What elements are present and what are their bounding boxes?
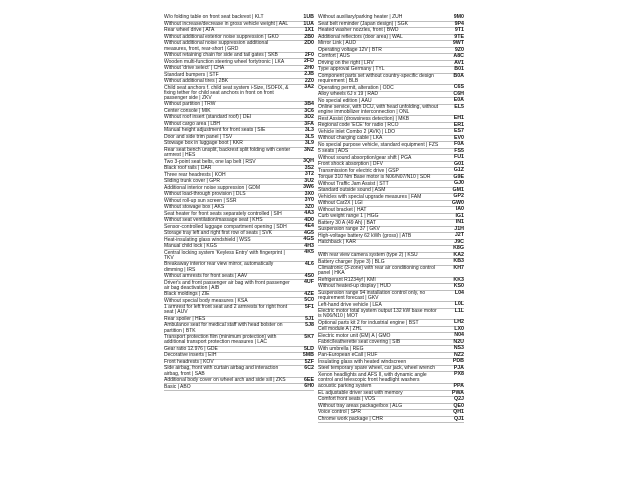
option-code: 4L6 <box>304 261 314 268</box>
option-code: KB3 <box>453 258 464 265</box>
equipment-description: Hatchback | KAR <box>318 239 356 246</box>
equipment-entry <box>164 85 314 102</box>
equipment-description: Without increase/decrease in gross vehicle weight | AAL <box>164 20 289 27</box>
equipment-description: Without tray areas package/box | ALG <box>318 402 403 409</box>
option-code: 6H0 <box>304 383 314 390</box>
option-code: 3C6 <box>304 107 314 114</box>
equipment-description: Rear wheel drive | ATA <box>164 27 215 34</box>
equipment-description: Central locking system 'Keyless Entry' with fingerprint | TKV <box>164 249 285 261</box>
option-code: N2U <box>453 338 464 345</box>
option-code: PJA <box>453 364 464 371</box>
equipment-description: Without bracket | HAT <box>318 206 367 213</box>
option-code: 5C0 <box>304 297 314 304</box>
equipment-description: Additional interior noise suppression | GDM <box>164 184 261 191</box>
option-code: 3X0 <box>304 190 314 197</box>
equipment-entry <box>164 384 314 391</box>
option-code: B0A <box>453 72 464 79</box>
option-code: 6C2 <box>304 365 314 372</box>
option-code: 4GS <box>303 236 314 243</box>
option-code: 3NZ <box>303 146 314 153</box>
option-code: 4UF <box>303 279 314 286</box>
equipment-description: Vehicle inlet Combo 2 (AVK) | LDO <box>318 128 396 135</box>
equipment-description: Torque 310 Nm Base motor is N06/N07/N10 | SDR <box>318 174 431 181</box>
option-code: 1X1 <box>304 27 314 33</box>
equipment-description: Battery charger (type 3) | BLG <box>318 258 385 265</box>
option-code: 2JB <box>304 71 314 78</box>
option-code: 1UB <box>303 14 314 20</box>
option-code: KA2 <box>453 251 464 258</box>
equipment-description: Rear seat bench unsplit, backrest split folding with center armrest | HES <box>164 146 291 159</box>
option-code: 3D2 <box>304 114 314 121</box>
option-code: AV1 <box>454 59 464 66</box>
option-code: 3A2 <box>304 84 314 91</box>
option-code: 5J8 <box>305 322 314 329</box>
equipment-description: Pan-European eCall | RUF <box>318 352 378 359</box>
option-code: 2Z0 <box>304 77 314 84</box>
option-code: IN1 <box>455 219 464 226</box>
option-code: EV0 <box>453 134 464 141</box>
option-code: 4D0 <box>304 216 314 223</box>
equipment-description: Breakaway interior rear view mirror, automatically dimming | IRS <box>164 261 274 273</box>
option-code: EL5 <box>454 103 464 110</box>
equipment-description: Without seat ventilation/massage seat | KHS <box>164 217 263 224</box>
equipment-description: Curb weight range 1 | HGG <box>318 213 379 220</box>
option-code: E0A <box>453 97 464 104</box>
option-code: 2B0 <box>304 33 314 40</box>
option-code: PPA <box>453 383 464 390</box>
equipment-entry <box>164 280 314 292</box>
option-code: PX8 <box>453 371 464 378</box>
option-code: KH7 <box>453 264 464 271</box>
option-code: 4A3 <box>304 210 314 217</box>
option-code: L0L <box>454 301 464 308</box>
equipment-description: Transport protection film (minimum protection) with additional transport protection measures | LAC <box>164 334 277 346</box>
equipment-description: Without Car2X | LGI <box>318 200 363 207</box>
option-code: 3FA <box>304 120 314 127</box>
option-code: K8G <box>453 245 464 252</box>
equipment-description: Without Traffic Jam Assist | STT <box>318 180 389 187</box>
option-code: 5J1 <box>305 315 314 322</box>
equipment-description: Suspension range 94 installation control only, no requirement forecast | GKV <box>318 289 426 302</box>
equipment-description: Regional code 'ECE' for radio | RCO <box>318 122 399 129</box>
option-code: C6S <box>453 84 464 91</box>
equipment-description: Side airbag, front with curtain airbag and interaction airbag, front | SAB <box>164 365 279 377</box>
equipment-entry <box>318 291 464 303</box>
equipment-description: Rest Assist (drowsiness detection) | MKB <box>318 115 410 122</box>
option-code: GJ0 <box>453 180 464 187</box>
equipment-description: Transmission for electric drive | GSP <box>318 167 399 174</box>
equipment-entry <box>318 266 464 278</box>
option-code: QJ1 <box>453 415 464 422</box>
option-code: 4ZE <box>304 290 314 297</box>
option-code: A8C <box>453 53 464 59</box>
option-code: J2T <box>454 232 464 239</box>
equipment-description: Type approval Germany | TYL <box>318 66 385 73</box>
equipment-description: Wooden multi-function steering wheel fortytronic | LKA <box>164 58 285 65</box>
option-code: 4K5 <box>304 249 314 256</box>
equipment-description: Black roof rails | DAR <box>164 165 212 172</box>
option-code: GW0 <box>451 199 464 206</box>
equipment-entry <box>164 41 314 53</box>
option-code: IG1 <box>455 212 464 219</box>
equipment-description: Optional parts kit 2 for industrial engine | BST <box>318 319 419 326</box>
equipment-entry <box>164 305 314 317</box>
equipment-description: Child seat anchors f. child seat system i-Size, ISOFIX, & fixing tether for child seat anchors in front on front passenger side | ZKV <box>164 84 289 101</box>
option-code: 3W6 <box>303 184 314 191</box>
option-code: L1L <box>454 307 464 314</box>
option-code: 2D0 <box>304 40 314 46</box>
equipment-description: With rear view camera system (type 2) | KSU <box>318 252 418 259</box>
equipment-description: Three rear headrests | KOH <box>164 171 226 178</box>
equipment-description: Alloy wheels 6J x 19 | RAD <box>318 91 378 97</box>
equipment-description: Standard outside sound | ASM <box>318 187 386 194</box>
option-code: IA0 <box>455 206 464 213</box>
equipment-description: Without additional noise suppression additional measures, front, rear-short | GRD <box>164 40 269 52</box>
equipment-description: Vehicles with special upgrade measures | FAM <box>318 193 422 200</box>
equipment-description: Insulating glass with heated windscreen <box>318 358 407 365</box>
equipment-description: Online service, with DCU, with head unfolding, without engine immobilizer interconnection | ONL <box>318 104 439 116</box>
option-code: 5K7 <box>304 333 314 340</box>
equipment-description: Door and side trim panel | TSV <box>164 133 233 140</box>
equipment-description: Fabric/leatherette seat covering | SIB <box>318 339 401 346</box>
option-code: LH2 <box>453 319 464 326</box>
option-code: 5LD <box>303 345 314 352</box>
equipment-description: Without additional exterior noise suppression | GKO <box>164 33 279 40</box>
equipment-description: Electric motor unit (EM) A | GMO <box>318 332 391 339</box>
equipment-description: Without 'drive select' | CHA <box>164 65 225 71</box>
equipment-description: No special edition | AAU <box>318 97 372 104</box>
equipment-description: Cell module A | ZHL <box>318 326 363 333</box>
equipment-description: Without retaining chain for side and tail gates | SKB <box>164 52 278 58</box>
equipment-description: Seat belt reminder (Japan design) | SGK <box>318 20 408 27</box>
equipment-description: Without load-through provision | DLS <box>164 191 246 198</box>
equipment-description: Stowage box in luggage boot | KKR <box>164 140 243 147</box>
equipment-entry <box>164 366 314 378</box>
option-code: QH1 <box>453 409 464 416</box>
equipment-description: acoustic parking system <box>318 383 372 390</box>
equipment-entry <box>318 105 464 117</box>
option-code: 9M0 <box>453 14 464 20</box>
option-code: 3U2 <box>304 177 314 184</box>
option-code: PWA <box>451 389 464 396</box>
option-code: 4G5 <box>303 229 314 236</box>
equipment-list-left <box>164 15 314 391</box>
option-code: 3L9 <box>304 140 314 147</box>
option-code: 3Y0 <box>304 197 314 204</box>
equipment-description: Steel temporary spare wheel, car jack, wheel wrench <box>318 365 435 372</box>
equipment-description: Battery 30 A (49 Ah) | BAT <box>318 219 376 226</box>
option-code: 1UA <box>303 20 314 27</box>
equipment-entry <box>164 250 314 262</box>
option-code: 3B4 <box>304 101 314 108</box>
equipment-description: Without sound absorption/gear shift | PGA <box>318 154 412 161</box>
equipment-entry <box>164 148 314 160</box>
equipment-entry <box>164 323 314 335</box>
equipment-description: Climatronic (3-zone) with rear air conditioning control panel | HKA <box>318 265 435 277</box>
equipment-description: High-voltage battery 62 kWh (gross) | ATB <box>318 232 412 239</box>
equipment-entry <box>318 74 464 86</box>
equipment-description: Voice control | SPR <box>318 409 361 416</box>
equipment-description: Front shock absorption | DFV <box>318 161 383 168</box>
equipment-description: Chrome work package | CHR <box>318 415 383 422</box>
equipment-list-right <box>318 15 464 423</box>
equipment-description: Without cargo area | LBH <box>164 120 221 127</box>
option-code: 3L3 <box>304 127 314 134</box>
option-code: QE0 <box>453 402 464 409</box>
equipment-description: Operating voltage 12V | BTR <box>318 46 382 53</box>
option-code: J1H <box>454 225 464 232</box>
option-code: G01 <box>453 160 464 167</box>
equipment-entry <box>318 309 464 321</box>
option-code: 6EE <box>303 376 314 383</box>
option-code: 9P4 <box>454 20 464 27</box>
option-code: G9E <box>453 173 464 180</box>
equipment-description: 5 seats | ADS <box>318 148 349 155</box>
option-code: N04 <box>454 332 464 339</box>
equipment-description: Without roll-up sun screen | SSR <box>164 197 237 204</box>
equipment-description: Manual child lock | KGS <box>164 243 217 250</box>
equipment-description: Comfort | AUS <box>318 53 350 60</box>
option-code: GP2 <box>453 193 464 200</box>
option-code: 3T2 <box>304 171 314 178</box>
option-code: NZ2 <box>453 351 464 358</box>
equipment-description: Without special body measures | KSA <box>164 297 248 304</box>
equipment-entry <box>164 262 314 274</box>
equipment-description: No special purpose vehicle, standard equipment | FZS <box>318 141 439 148</box>
option-code: 2F0 <box>304 51 314 58</box>
option-code: B01 <box>454 66 464 72</box>
option-code: GM1 <box>452 186 464 193</box>
option-code: 3L5 <box>304 133 314 140</box>
equipment-description: Left-hand drive vehicle | LEA <box>318 301 382 308</box>
equipment-description: Suspension range 37 | GKV <box>318 226 380 233</box>
option-code: 9Z0 <box>454 46 464 53</box>
option-code: 5F1 <box>304 303 314 310</box>
option-code: LX0 <box>454 325 464 332</box>
equipment-description: Additional reflectors (door area) | WAL <box>318 33 403 40</box>
equipment-description: Storage tray left and right first row of seats | SVK <box>164 230 273 237</box>
equipment-description: Manual height adjustment for front seats | SIE <box>164 127 266 134</box>
equipment-description: Refrigerant R1234yf | KMI <box>318 276 376 283</box>
equipment-description: Electric motor total system output 132 kW base motor is N06/N10 | MOT <box>318 308 437 320</box>
option-code: 3S2 <box>304 164 314 171</box>
option-code: 3QH <box>303 158 314 165</box>
option-code: FU1 <box>453 154 464 161</box>
option-code: 2FD <box>303 58 314 65</box>
equipment-description: EL adjustable driver seat with memory <box>318 389 403 396</box>
equipment-description: Without partition | TRW <box>164 101 216 108</box>
equipment-description: Front headrests | KOV <box>164 358 214 365</box>
option-code: NS3 <box>453 345 464 352</box>
option-code: 9TE <box>454 33 464 40</box>
option-code: 9WT <box>452 40 464 46</box>
equipment-entry <box>318 372 464 384</box>
option-code: ES7 <box>453 128 464 135</box>
equipment-description: Operating permit, alteration | ODC <box>318 84 394 91</box>
equipment-description: Heated washer nozzles, front | BWD <box>318 27 399 34</box>
option-code: C6H <box>453 90 464 97</box>
equipment-description: Heat-insulating glass windshield | WSS <box>164 236 251 243</box>
option-code: PDB <box>452 358 464 365</box>
equipment-description: With umbrella | REG <box>318 345 364 352</box>
equipment-description: Without stowage box | AKS <box>164 204 225 211</box>
equipment-description: Without armrests for front seats | AAV <box>164 273 248 280</box>
equipment-description: Sensor-controlled luggage compartment opening | SDH <box>164 223 287 230</box>
option-code: 5ZF <box>304 358 314 365</box>
option-code: 4S0 <box>304 272 314 279</box>
equipment-description: Without additional tires | 2BK <box>164 78 229 84</box>
option-code: Q2J <box>453 396 464 403</box>
option-code: ER1 <box>453 121 464 128</box>
equipment-description: Additional body cover on wheel arch and side sill | ZKS <box>164 377 286 384</box>
equipment-description: Driver's and front passenger air bag with front passenger air bag deactivation | AIB <box>164 279 290 291</box>
option-code: 4E4 <box>304 223 314 230</box>
option-code: J9C <box>454 238 464 245</box>
equipment-description: Two 3-point seat belts, one lap belt | RSV <box>164 158 256 165</box>
equipment-description: Ambulance seat for medical staff with head bolster on partition | BTK <box>164 322 283 334</box>
equipment-entry <box>164 335 314 347</box>
equipment-description: Center console | MIK <box>164 107 211 114</box>
option-code: FS5 <box>454 147 464 154</box>
option-code: F0A <box>453 141 464 148</box>
equipment-description: Sliding trunk cover | GPR <box>164 178 221 185</box>
option-code: L04 <box>454 289 464 296</box>
equipment-description: Driving on the right | LRV <box>318 59 374 66</box>
option-code: 2H0 <box>304 64 314 71</box>
equipment-description: Standard bumpers | STF <box>164 71 219 78</box>
equipment-description: Xenon headlights and AFS II, with dynamic angle control and telescopic front headlight washers <box>318 371 427 383</box>
equipment-description: Comfort front seats | VOS <box>318 396 376 403</box>
option-code: KS0 <box>453 283 464 290</box>
option-code: 9T1 <box>454 27 464 33</box>
equipment-description: Black moldings | ZIE <box>164 291 210 298</box>
equipment-entry <box>318 417 464 424</box>
equipment-description: Rear spoiler | HES <box>164 315 206 322</box>
equipment-description: Without charging cable | LKA <box>318 135 383 142</box>
equipment-description: Decorative inserts | EIH <box>164 352 217 359</box>
equipment-description: W/o folding table on front seat backrest | KLT <box>164 14 264 21</box>
equipment-description: Without auxiliary/parking heater | ZUH <box>318 14 403 21</box>
equipment-description: Seat heater for front seats separately controlled | SIH <box>164 210 282 217</box>
option-code: G1Z <box>453 167 464 174</box>
equipment-description: Without heated-up display | HUD <box>318 283 391 290</box>
equipment-description: Basic | ABO <box>164 383 191 390</box>
equipment-description: 1 armrest for left front seat and 2 armrests for right front seat | AUV <box>164 304 288 316</box>
option-code: 3Z0 <box>304 203 314 210</box>
equipment-description: Mirror Link | AUD <box>318 40 356 47</box>
option-code: KK3 <box>453 276 464 283</box>
equipment-description: Gear ratio 12.976 | GDE <box>164 345 218 352</box>
option-code: EH1 <box>453 115 464 122</box>
equipment-description: Component parts set without country-specific design requirement | BLB <box>318 72 434 84</box>
equipment-description: Without roof insert (standard roof) | DEI <box>164 114 252 121</box>
option-code: 4H3 <box>304 242 314 249</box>
option-code: 5MB <box>302 352 314 359</box>
